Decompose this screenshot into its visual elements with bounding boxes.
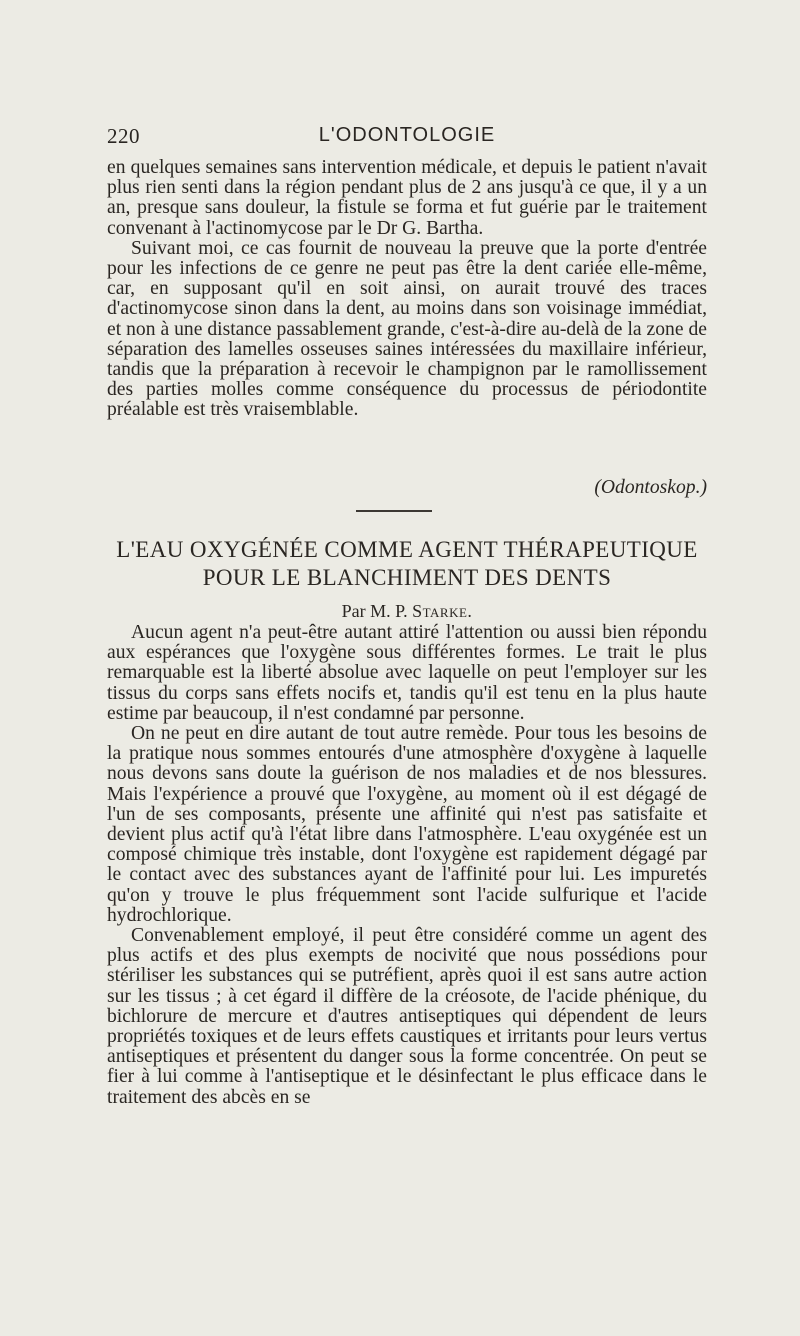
paragraph: Aucun agent n'a peut-être autant attiré l'attention ou aussi bien répondu aux espérances que l'oxygène sous différentes formes. Le trait le plus remarquable est la liberté absolue avec laquelle on peut l'employer sur les tissus du corps sans effets nocifs et, tandis qu'il est tenu en la plus haute estime par beaucoup, il n'est condamné par personne.: [107, 622, 707, 724]
article-title-line: L'EAU OXYGÉNÉE COMME AGENT THÉRAPEUTIQUE: [116, 537, 698, 562]
article-title-line: POUR LE BLANCHIMENT DES DENTS: [202, 565, 612, 590]
section-divider: [356, 510, 432, 512]
paragraph: en quelques semaines sans intervention médicale, et depuis le patient n'avait plus rien senti dans la région pendant plus de 2 ans jusqu'à ce que, il y a un an, presque sans douleur, la fistule se forma et fut guérie par le traitement convenant à l'actinomycose par le Dr G. Bartha.: [107, 157, 707, 239]
running-head: [107, 124, 707, 152]
byline: [107, 601, 707, 622]
paragraph: On ne peut en dire autant de tout autre remède. Pour tous les besoins de la pratique nous sommes entourés d'une atmosphère d'oxygène à laquelle nous devons sans doute la guérison de nos maladies et de nos blessures. Mais l'expérience a prouvé que l'oxygène, au moment où il est dégagé de l'un de ses composants, présente une affinité qui n'est pas satisfaite et devient plus actif qu'à l'état libre dans l'atmosphère. L'eau oxygénée est un composé chimique très instable, dont l'oxygène est rapidement dégagé par le contact avec des substances ayant de l'affinité pour lui. Les impuretés qu'on y trouve le plus fréquemment sont l'acide sulfurique et l'acide hydrochlorique.: [107, 723, 707, 926]
article-body: [107, 623, 707, 1108]
article-title: [107, 536, 707, 592]
author-name: Starke.: [412, 601, 473, 621]
source-citation: (Odontoskop.): [594, 477, 707, 498]
paragraph: Convenablement employé, il peut être considéré comme un agent des plus actifs et des plus exempts de nocivité que nous possédions pour stériliser les substances qui se putréfient, après quoi il est sans autre action sur les tissus ; à cet égard il diffère de la créosote, de l'acide phénique, du bichlorure de mercure et d'autres antiseptiques qui dépendent de leurs propriétés toxiques et de leurs effets caustiques et irritants pour leurs vertus antiseptiques et présentent du danger sous la forme concentrée. On peut se fier à lui comme à l'antiseptique et le désinfectant le plus efficace dans le traitement des abcès en se: [107, 925, 707, 1108]
journal-title: L'ODONTOLOGIE: [318, 124, 496, 146]
page-number: 220: [107, 124, 140, 148]
byline-prefix: Par M. P.: [341, 601, 408, 621]
continued-article-text: [107, 158, 707, 421]
paragraph: Suivant moi, ce cas fournit de nouveau la preuve que la porte d'entrée pour les infections de ce genre ne peut pas être la dent cariée elle-même, car, en supposant qu'il en soit ainsi, on aurait trouvé des traces d'actinomycose sinon dans la dent, au moins dans son voisinage immédiat, et non à une distance passablement grande, c'est-à-dire au-delà de la zone de séparation des lamelles osseuses saines intéressées du maxillaire inférieur, tandis que la préparation à recevoir le champignon par le ramollissement des parties molles comme conséquence du processus de périodontite préalable est très vraisemblable.: [107, 237, 707, 421]
